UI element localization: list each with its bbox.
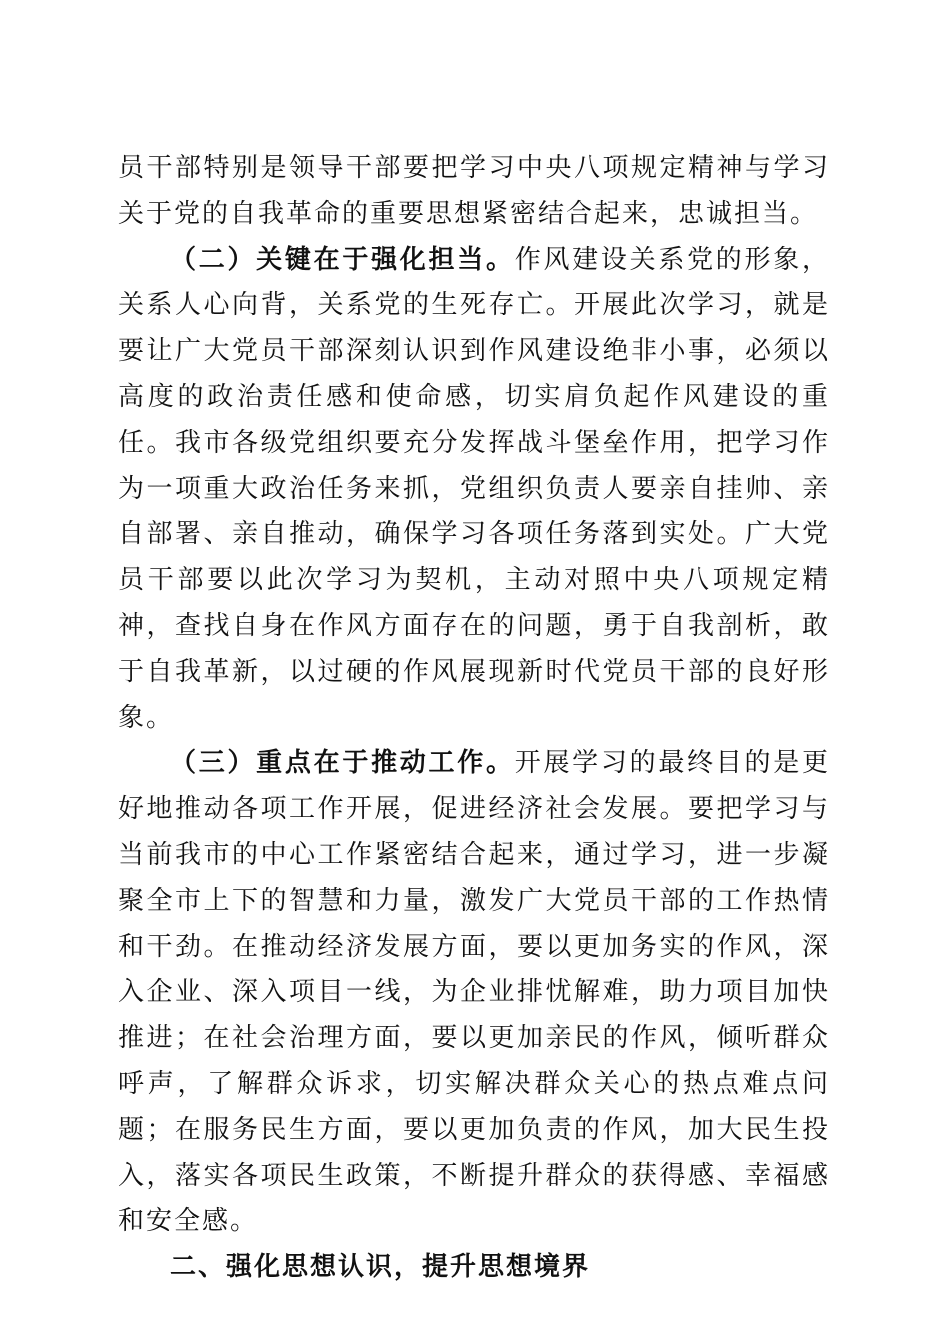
paragraph-promote-work — [118, 741, 830, 1245]
paragraph-text: 员干部特别是领导干部要把学习中央八项规定精神与学习关于党的自我革命的重要思想紧密结合起来，忠诚担当。 — [118, 153, 830, 229]
paragraph-lead-heading: （三）重点在于推动工作。 — [170, 748, 515, 779]
paragraph-text: 开展学习的最终目的是更好地推动各项工作开展，促进经济社会发展。要把学习与当前我市的中心工作紧密结合起来，通过学习，进一步凝聚全市上下的智慧和力量，激发广大党员干部的工作热情和干劲。在推动经济发展方面，要以更加务实的作风，深入企业、深入项目一线，为企业排忧解难，助力项目加快推进；在社会治理方面，要以更加亲民的作风，倾听群众呼声，了解群众诉求，切实解决群众关心的热点难点问题；在服务民生方面，要以更加负责的作风，加大民生投入，落实各项民生政策，不断提升群众的获得感、幸福感和安全感。 — [118, 748, 830, 1237]
paragraph-continued — [118, 146, 830, 238]
document-body — [118, 146, 830, 1291]
paragraph-lead-heading: （二）关键在于强化担当。 — [170, 244, 515, 275]
paragraph-strengthen-responsibility — [118, 238, 830, 742]
paragraph-text: 作风建设关系党的形象，关系人心向背，关系党的生死存亡。开展此次学习，就是要让广大党员干部深刻认识到作风建设绝非小事，必须以高度的政治责任感和使命感，切实肩负起作风建设的重任。我市各级党组织要充分发挥战斗堡垒作用，把学习作为一项重大政治任务来抓，党组织负责人要亲自挂帅、亲自部署、亲自推动，确保学习各项任务落到实处。广大党员干部要以此次学习为契机，主动对照中央八项规定精神，查找自身在作风方面存在的问题，勇于自我剖析，敢于自我革新，以过硬的作风展现新时代党员干部的良好形象。 — [118, 244, 830, 733]
section-heading: 二、强化思想认识，提升思想境界 — [170, 1252, 591, 1283]
